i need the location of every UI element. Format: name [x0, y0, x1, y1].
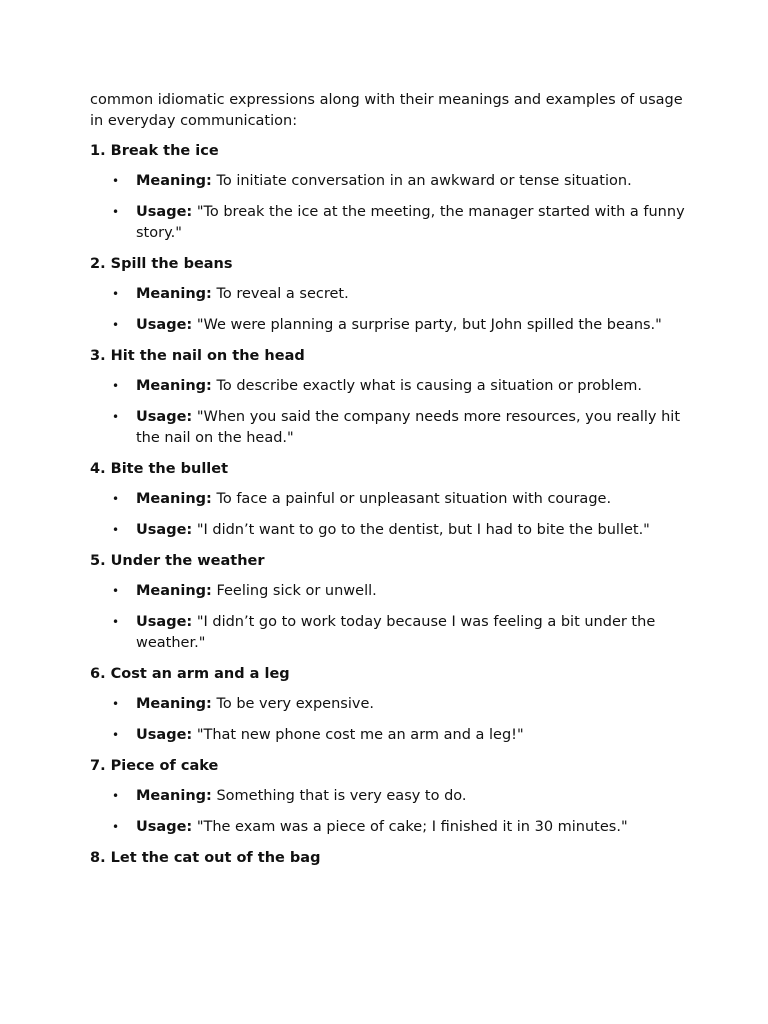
bullet-icon: • — [112, 728, 120, 742]
bullet-icon: • — [112, 615, 120, 629]
idiom-title: 7. Piece of cake — [90, 758, 219, 774]
meaning-label: Meaning: — [136, 286, 212, 302]
idiom-title: 1. Break the ice — [90, 143, 219, 159]
idiom-bullet-list — [90, 171, 690, 244]
idiom-title: 5. Under the weather — [90, 553, 265, 569]
bullet-icon: • — [112, 697, 120, 711]
bullet-icon: • — [112, 318, 120, 332]
idiom-section — [90, 141, 690, 244]
usage-item — [90, 725, 690, 746]
idiom-bullet-list — [90, 581, 690, 654]
idiom-section — [90, 346, 690, 449]
usage-text: "I didn’t want to go to the dentist, but I had to bite the bullet." — [196, 522, 650, 538]
meaning-item — [90, 376, 690, 397]
bullet-icon: • — [112, 174, 120, 188]
meaning-item — [90, 581, 690, 602]
usage-item — [90, 202, 690, 244]
bullet-icon: • — [112, 410, 120, 424]
intro-paragraph: common idiomatic expressions along with their meanings and examples of usage in everyday communication: — [90, 92, 683, 129]
meaning-item — [90, 284, 690, 305]
usage-label: Usage: — [136, 819, 193, 835]
usage-item — [90, 315, 690, 336]
usage-label: Usage: — [136, 409, 193, 425]
usage-label: Usage: — [136, 522, 193, 538]
usage-item — [90, 612, 690, 654]
idiom-title: 4. Bite the bullet — [90, 461, 229, 477]
meaning-item — [90, 489, 690, 510]
idiom-title: 3. Hit the nail on the head — [90, 348, 305, 364]
idiom-section — [90, 664, 690, 746]
usage-label: Usage: — [136, 204, 193, 220]
meaning-label: Meaning: — [136, 173, 212, 189]
meaning-text: To describe exactly what is causing a situation or problem. — [216, 378, 643, 394]
meaning-label: Meaning: — [136, 696, 212, 712]
bullet-icon: • — [112, 205, 120, 219]
idiom-section — [90, 459, 690, 541]
meaning-label: Meaning: — [136, 788, 212, 804]
meaning-label: Meaning: — [136, 378, 212, 394]
idiom-title: 8. Let the cat out of the bag — [90, 850, 321, 866]
bullet-icon: • — [112, 820, 120, 834]
bullet-icon: • — [112, 523, 120, 537]
meaning-text: To initiate conversation in an awkward or tense situation. — [216, 173, 632, 189]
usage-label: Usage: — [136, 614, 193, 630]
bullet-icon: • — [112, 789, 120, 803]
usage-text: "To break the ice at the meeting, the manager started with a funny story." — [136, 204, 685, 241]
usage-text: "The exam was a piece of cake; I finished it in 30 minutes." — [196, 819, 628, 835]
usage-label: Usage: — [136, 317, 193, 333]
meaning-label: Meaning: — [136, 583, 212, 599]
meaning-item — [90, 786, 690, 807]
idiom-title: 2. Spill the beans — [90, 256, 233, 272]
bullet-icon: • — [112, 287, 120, 301]
idiom-bullet-list — [90, 694, 690, 746]
bullet-icon: • — [112, 379, 120, 393]
usage-label: Usage: — [136, 727, 193, 743]
meaning-text: To reveal a secret. — [216, 286, 349, 302]
meaning-text: To face a painful or unpleasant situation with courage. — [216, 491, 612, 507]
idiom-title: 6. Cost an arm and a leg — [90, 666, 290, 682]
usage-text: "I didn’t go to work today because I was feeling a bit under the weather." — [136, 614, 656, 651]
meaning-item — [90, 694, 690, 715]
idiom-section — [90, 551, 690, 654]
meaning-text: To be very expensive. — [216, 696, 374, 712]
usage-item — [90, 520, 690, 541]
idiom-bullet-list — [90, 489, 690, 541]
idiom-bullet-list — [90, 786, 690, 838]
usage-text: "When you said the company needs more resources, you really hit the nail on the head." — [136, 409, 681, 446]
idiom-section — [90, 254, 690, 336]
idiom-section — [90, 848, 690, 869]
bullet-icon: • — [112, 492, 120, 506]
meaning-label: Meaning: — [136, 491, 212, 507]
meaning-text: Feeling sick or unwell. — [216, 583, 377, 599]
usage-item — [90, 817, 690, 838]
usage-item — [90, 407, 690, 449]
idiom-bullet-list — [90, 376, 690, 449]
usage-text: "That new phone cost me an arm and a leg!" — [196, 727, 524, 743]
meaning-item — [90, 171, 690, 192]
idiom-section — [90, 756, 690, 838]
bullet-icon: • — [112, 584, 120, 598]
idiom-bullet-list — [90, 284, 690, 336]
document-page — [90, 90, 690, 878]
usage-text: "We were planning a surprise party, but John spilled the beans." — [196, 317, 662, 333]
meaning-text: Something that is very easy to do. — [216, 788, 467, 804]
